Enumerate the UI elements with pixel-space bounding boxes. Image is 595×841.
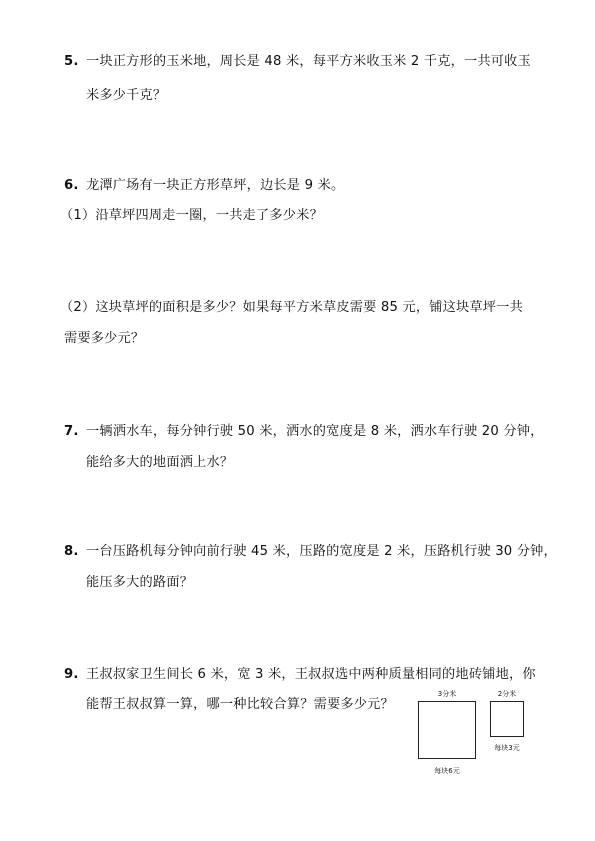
q6-subquestion-1: （1）沿草坪四周走一圈，一共走了多少米？ [60, 208, 323, 223]
small-tile-side-label: 2分米 [497, 690, 517, 698]
q8-text-line2: 能压多大的路面？ [86, 575, 194, 590]
large-tile-price-label: 每块6元 [434, 767, 460, 775]
q5-text-line1: 一块正方形的玉米地，周长是 48 米，每平方米收玉米 2 千克，一共可收玉 [86, 54, 531, 69]
q6-number: 6. [64, 178, 79, 193]
q8-number: 8. [64, 544, 79, 559]
large-tile [418, 701, 476, 759]
q9-text-line2: 能帮王叔叔算一算，哪一种比较合算？需要多少元？ [86, 697, 394, 712]
q8-text-line1: 一台压路机每分钟向前行驶 45 米，压路的宽度是 2 米，压路机行驶 30 分钟， [86, 544, 557, 559]
q6-subquestion-2-line1: （2）这块草坪的面积是多少？如果每平方米草皮需要 85 元，铺这块草坪一共 [60, 300, 523, 315]
q7-text-line2: 能给多大的地面洒上水？ [86, 455, 234, 470]
q7-text-line1: 一辆洒水车，每分钟行驶 50 米，洒水的宽度是 8 米，洒水车行驶 20 分钟， [86, 424, 544, 439]
q9-number: 9. [64, 667, 79, 682]
q6-text-line1: 龙潭广场有一块正方形草坪，边长是 9 米。 [86, 178, 345, 193]
q6-subquestion-2-line2: 需要多少元？ [64, 331, 145, 346]
q5-number: 5. [64, 54, 79, 69]
small-tile-price-label: 每块3元 [494, 744, 520, 752]
large-tile-side-label: 3分米 [437, 690, 457, 698]
small-tile [490, 701, 524, 737]
q7-number: 7. [64, 424, 79, 439]
q9-text-line1: 王叔叔家卫生间长 6 米，宽 3 米，王叔叔选中两种质量相同的地砖铺地，你 [86, 667, 536, 682]
q5-text-line2: 米多少千克？ [86, 88, 167, 103]
